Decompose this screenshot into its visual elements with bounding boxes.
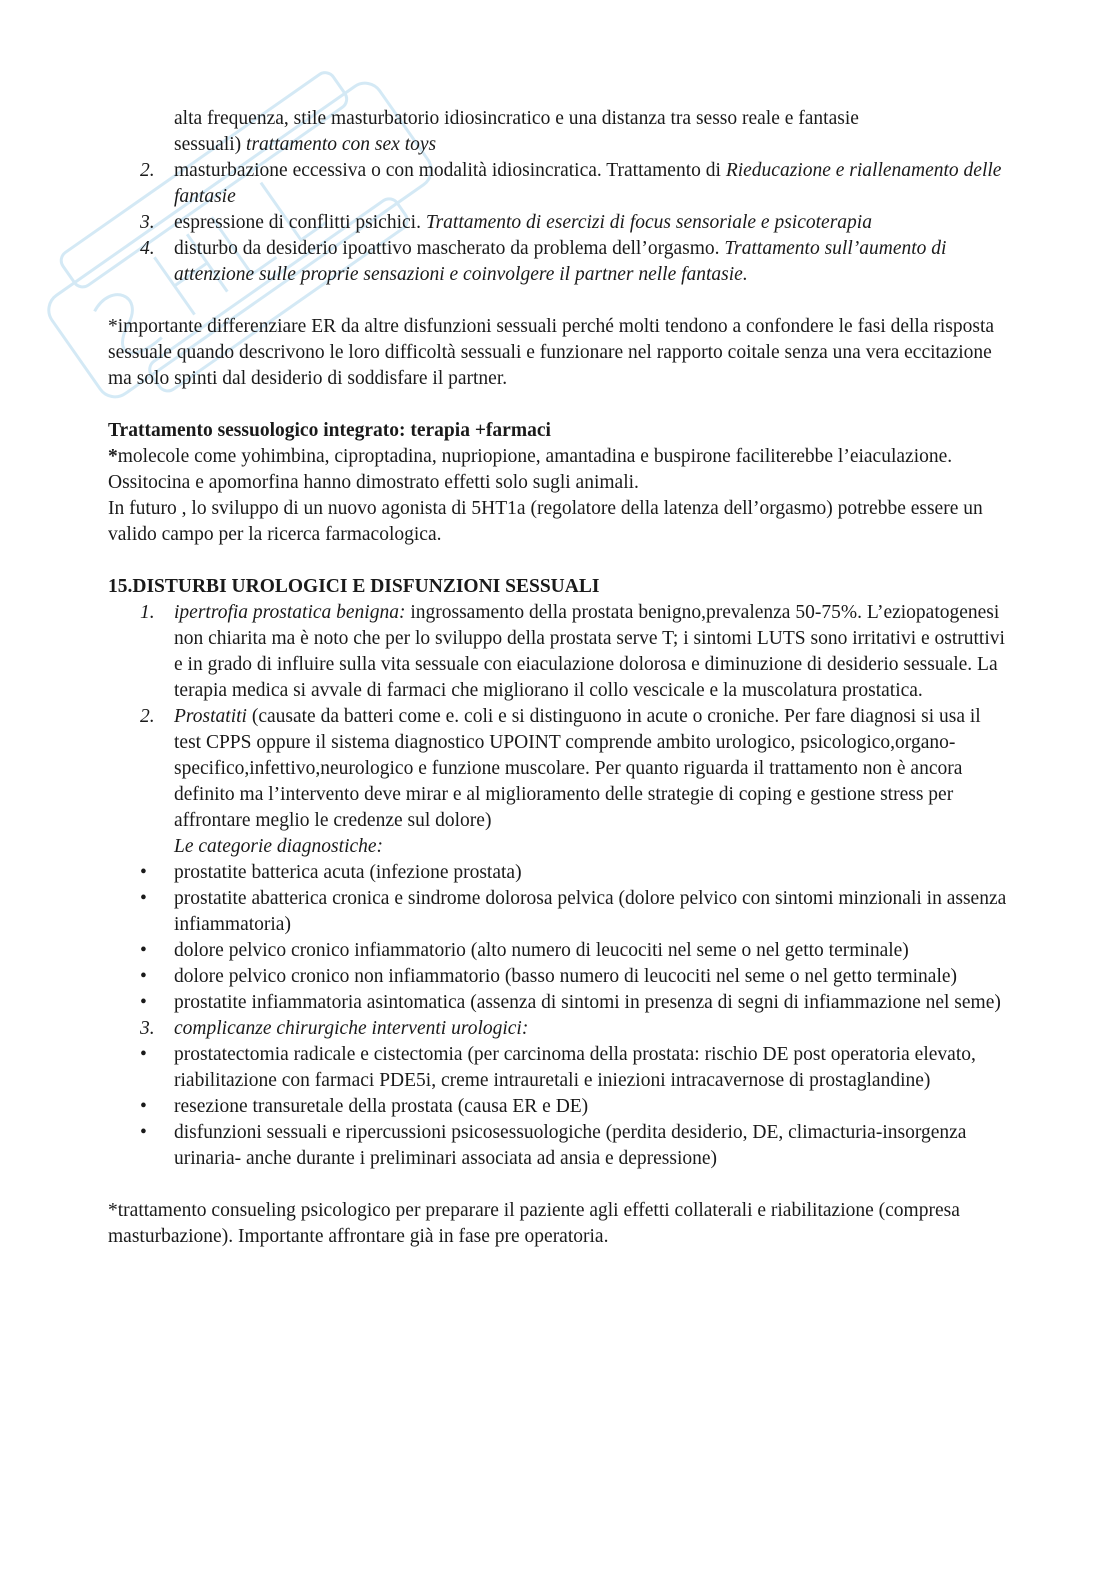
paragraph: In futuro , lo sviluppo di un nuovo agonista di 5HT1a (regolatore della latenza dell’orgasmo) potrebbe essere un valido campo per la ricerca farmacologica. (108, 498, 983, 545)
bullet-text: disfunzioni sessuali e ripercussioni psicosessuologiche (perdita desiderio, DE, climacturia-insorgenza urinaria- anche durante i preliminari associata ad ansia e depressione) (174, 1122, 967, 1169)
italic-text: Rieducazione e riallenamento delle fantasie (174, 160, 1002, 207)
bullet-text: dolore pelvico cronico non infiammatorio (basso numero di leucociti nel seme o nel getto terminale) (174, 966, 958, 987)
list-item-continuation (108, 106, 1008, 158)
bullet-icon: • (140, 1096, 147, 1117)
list-item (108, 210, 1008, 236)
list-item (108, 1016, 1008, 1042)
paragraph-er-note: *importante differenziare ER da altre disfunzioni sessuali perché molti tendono a confondere le fasi della risposta sessuale quando descrivono le loro difficoltà sessuali e funzionare nel rapporto coitale senza una vera eccitazione ma solo spinti dal desiderio di soddisfare il partner. (108, 316, 995, 389)
italic-text: trattamento con sex toys (246, 134, 437, 155)
bullet-icon: • (140, 1122, 147, 1143)
bullet-icon: • (140, 862, 147, 883)
bullet-icon: • (140, 966, 147, 987)
heading-text: 15.DISTURBI UROLOGICI E DISFUNZIONI SESSUALI (108, 576, 600, 597)
heading-text: Trattamento sessuologico integrato: terapia +farmaci (108, 420, 551, 441)
bullet-item (108, 938, 1008, 964)
italic-text: Trattamento di esercizi di focus sensoriale e psicoterapia (425, 212, 872, 233)
list-number: 1. (140, 602, 155, 623)
list-number: 2. (140, 706, 155, 727)
text: ingrossamento della prostata benigno,prevalenza 50-75%. L’eziopatogenesi non chiarita ma è noto che per lo sviluppo della prostata serve T; i sintomi LUTS sono irritativi e ostruttivi e in grado di influire sulla vita sessuale con eiaculazione dolorosa e diminuzione di desiderio sessuale. La terapia medica si avvale di farmaci che migliorano il collo vescicale e la muscolatura prostatica. (174, 602, 1005, 701)
bullet-icon: • (140, 940, 147, 961)
bullet-item (108, 886, 1008, 938)
document-page (108, 106, 1008, 1250)
bullet-item (108, 1042, 1008, 1094)
bullet-text: dolore pelvico cronico infiammatorio (alto numero di leucociti nel seme o nel getto terminale) (174, 940, 909, 961)
text: alta frequenza, stile masturbatorio idiosincratico e una distanza tra sesso reale e fantasie (174, 108, 859, 129)
bullet-text: prostatectomia radicale e cistectomia (per carcinoma della prostata: rischio DE post operatoria elevato, riabilitazione con farmaci PDE5i, creme intrauretali e iniezioni intracavernose di prostaglandine) (174, 1044, 976, 1091)
bullet-icon: • (140, 1044, 147, 1065)
bullet-text: resezione transuretale della prostata (causa ER e DE) (174, 1096, 589, 1117)
bullet-text: prostatite batterica acuta (infezione prostata) (174, 862, 522, 883)
list-item (108, 704, 1008, 834)
text: disturbo da desiderio ipoattivo mascherato da problema dell’orgasmo. (174, 238, 725, 259)
bullet-text: prostatite abatterica cronica e sindrome dolorosa pelvica (dolore pelvico con sintomi minzionali in assenza infiammatoria) (174, 888, 1007, 935)
list-item (108, 600, 1008, 704)
list-number: 2. (140, 160, 155, 181)
list-item (108, 236, 1008, 288)
paragraph-final-note: *trattamento consueling psicologico per preparare il paziente agli effetti collaterali e riabilitazione (compresa masturbazione). Importante affrontare già in fase pre operatoria. (108, 1200, 960, 1247)
italic-text: complicanze chirurgiche interventi urologici: (174, 1018, 529, 1039)
italic-text: ipertrofia prostatica benigna: (174, 602, 406, 623)
list-number: 3. (140, 1018, 155, 1039)
list-number: 3. (140, 212, 155, 233)
section-heading (108, 574, 1008, 600)
bullet-icon: • (140, 992, 147, 1013)
bullet-text: prostatite infiammatoria asintomatica (assenza di sintomi in presenza di segni di infiammazione nel seme) (174, 992, 1001, 1013)
bullet-item (108, 1120, 1008, 1172)
section-heading (108, 418, 1008, 444)
asterisk: * (108, 446, 118, 467)
list-number: 4. (140, 238, 155, 259)
text: sessuali) (174, 134, 247, 155)
paragraph (108, 444, 1008, 470)
text: molecole come yohimbina, ciproptadina, nupriopione, amantadina e buspirone faciliterebbe l’eiaculazione. (117, 446, 953, 467)
list-item (108, 158, 1008, 210)
italic-text: Le categorie diagnostiche: (174, 836, 384, 857)
text: espressione di conflitti psichici. (174, 212, 426, 233)
list-item-continuation (108, 834, 1008, 860)
bullet-item (108, 964, 1008, 990)
text: (causate da batteri come e. coli e si distinguono in acute o croniche. Per fare diagnosi si usa il test CPPS oppure il sistema diagnostico UPOINT comprende ambito urologico, psicologico,organo-specifico,infettivo,neurologico e funzione muscolare. Per quanto riguarda il trattamento non è ancora definito ma l’intervento deve mirar e al miglioramento delle strategie di coping e gestione stress per affrontare meglio le credenze sul dolore) (174, 706, 981, 831)
paragraph: Ossitocina e apomorfina hanno dimostrato effetti solo sugli animali. (108, 472, 639, 493)
italic-text: Prostatiti (174, 706, 247, 727)
bullet-item (108, 1094, 1008, 1120)
bullet-item (108, 990, 1008, 1016)
bullet-icon: • (140, 888, 147, 909)
text: masturbazione eccessiva o con modalità idiosincratica. Trattamento di (174, 160, 726, 181)
bullet-item (108, 860, 1008, 886)
italic-text: Trattamento sull’aumento di attenzione sulle proprie sensazioni e coinvolgere il partner nelle fantasie. (174, 238, 947, 285)
